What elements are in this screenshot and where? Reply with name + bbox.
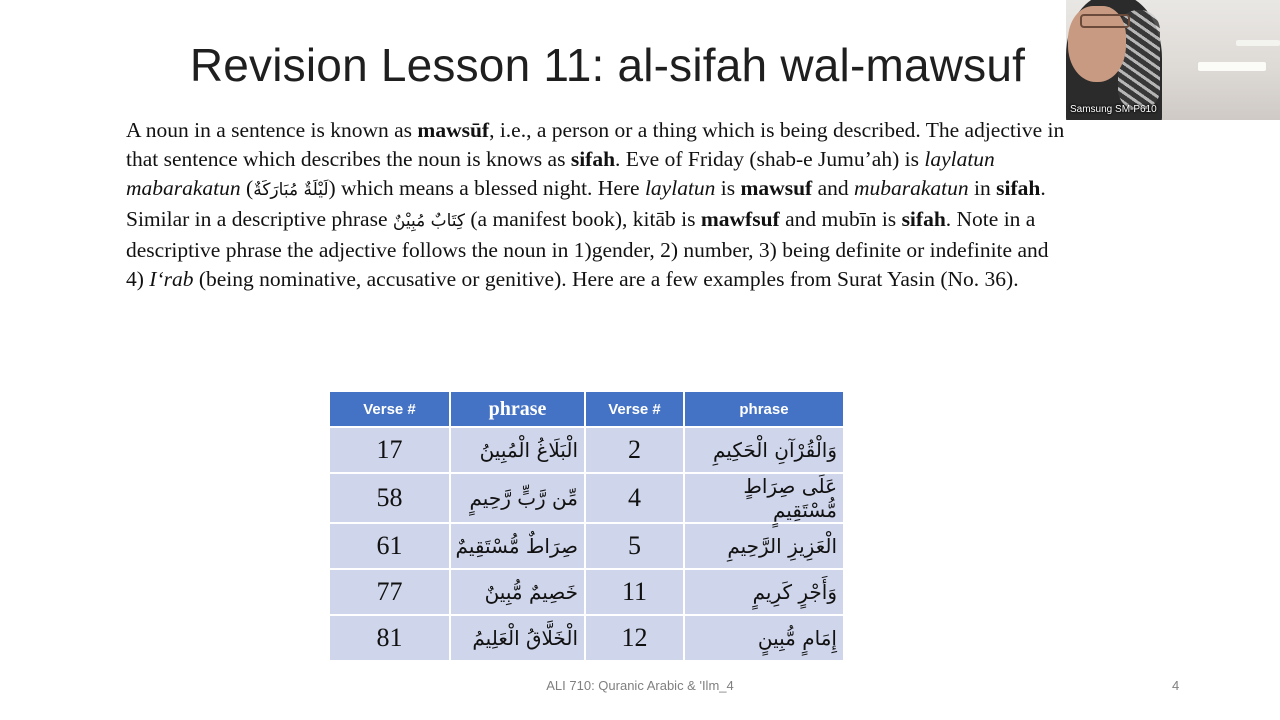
table-row [330,427,844,473]
arabic-inline-phrase: لَيْلَةٌ مُبَارَكَةٌ [253,180,329,200]
paragraph-text-run: ) which means a blessed night. Here [328,176,645,200]
arabic-phrase-cell: وَأَجْرٍ كَرِيمٍ [684,569,844,615]
arabic-phrase-cell: إِمَامٍ مُّبِينٍ [684,615,844,660]
table-row [330,523,844,569]
participant-video [1080,14,1130,28]
verse-number-cell: 77 [330,569,450,615]
bold-term: sifah [996,176,1041,200]
table-header-row [330,392,844,427]
arabic-phrase-cell: عَلَى صِرَاطٍ مُّسْتَقِيمٍ [684,473,844,523]
arabic-inline-phrase: كِتَابٌ مُبِيْنٌ [392,211,466,231]
arabic-phrase-cell: الْخَلَّاقُ الْعَلِيمُ [450,615,585,660]
arabic-phrase-cell: خَصِيمٌ مُّبِينٌ [450,569,585,615]
table-row [330,569,844,615]
verse-number-cell: 2 [585,427,684,473]
paragraph-text-run: . Eve of Friday (shab-e Jumu’ah) is [615,147,925,171]
verse-number-cell: 5 [585,523,684,569]
table-row [330,615,844,660]
arabic-phrase-cell: مِّن رَّبٍّ رَّحِيمٍ [450,473,585,523]
verse-number-cell: 4 [585,473,684,523]
examples-table [330,392,845,660]
slide-title: Revision Lesson 11: al-sifah wal-mawsuf [189,39,1026,91]
verse-number-cell: 17 [330,427,450,473]
bold-term: mawfsuf [700,207,780,231]
webcam-video-tile[interactable] [1066,0,1280,120]
paragraph-text-run: (a manifest book), kitāb is [465,207,701,231]
bold-term: mawsuf [740,176,813,200]
paragraph-text-run: ( [240,176,254,200]
arabic-phrase-cell: الْعَزِيزِ الرَّحِيمِ [684,523,844,569]
paragraph-text-run: . Note in a descriptive phrase the adjective follows the noun in 1)gender, 2) number, 3) being definite or indefinite and 4) [126,207,1049,291]
header-phrase: phrase [684,392,844,427]
paragraph-text-run: . Similar in a descriptive phrase [126,176,1046,231]
verse-number-cell: 11 [585,569,684,615]
bold-term: sifah [901,207,946,231]
slide-body-paragraph [126,116,1066,294]
ceiling-light [1236,40,1280,46]
paragraph-text-run: and mubīn is [779,207,902,231]
italic-term: I‘rab [149,267,194,291]
bold-term: sifah [570,147,616,171]
verse-number-cell: 58 [330,473,450,523]
slide-footer: ALI 710: Quranic Arabic & 'Ilm_4 [546,678,734,693]
arabic-phrase-cell: وَالْقُرْآنِ الْحَكِيمِ [684,427,844,473]
italic-term: mubarakatun [853,176,969,200]
table-row [330,473,844,523]
paragraph-text-run: and [812,176,854,200]
paragraph-text-run: , i.e., a person or a thing which is being described. The adjective in that sentence which describes the noun is knows as [126,118,1065,171]
ceiling-light [1198,62,1266,71]
paragraph-text-run: is [715,176,741,200]
paragraph-text-run: A noun in a sentence is known as [126,118,418,142]
header-verse-number: Verse # [585,392,684,427]
arabic-phrase-cell: صِرَاطٌ مُّسْتَقِيمٌ [450,523,585,569]
paragraph-text-run: in [968,176,997,200]
bold-term: mawsūf [417,118,490,142]
webcam-device-label: Samsung SM-P610 [1070,104,1157,115]
italic-term: laylatun mabarakatun [126,147,995,200]
arabic-phrase-cell: الْبَلَاغُ الْمُبِينُ [450,427,585,473]
verse-number-cell: 81 [330,615,450,660]
header-verse-number: Verse # [330,392,450,427]
paragraph-text-run: (being nominative, accusative or genitive). Here are a few examples from Surat Yasin (No. 36). [193,267,1019,291]
header-phrase: phrase [450,392,585,427]
verse-number-cell: 12 [585,615,684,660]
italic-term: laylatun [644,176,716,200]
verse-number-cell: 61 [330,523,450,569]
page-number: 4 [1172,678,1180,693]
